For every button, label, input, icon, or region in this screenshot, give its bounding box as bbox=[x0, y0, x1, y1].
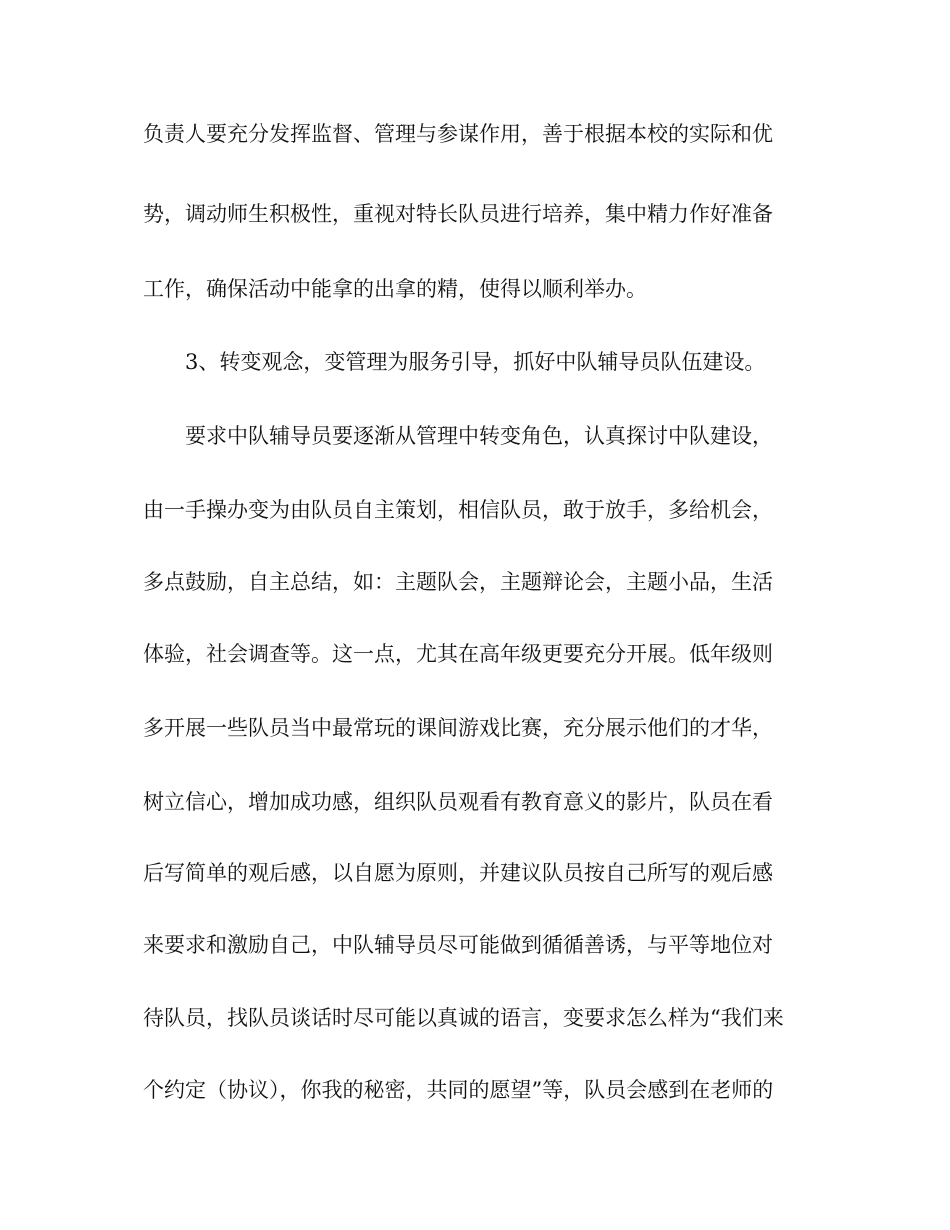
section-heading: 3、转变观念，变管理为服务引导，抓好中队辅导员队伍建设。 bbox=[185, 350, 766, 374]
paragraph-line: 来要求和激励自己，中队辅导员尽可能做到循循善诱，与平等地位对 bbox=[143, 933, 773, 957]
paragraph-line: 树立信心，增加成功感，组织队员观看有教育意义的影片，队员在看 bbox=[143, 790, 773, 814]
paragraph-line: 后写简单的观后感，以自愿为原则，并建议队员按自己所写的观后感 bbox=[143, 861, 773, 885]
paragraph-line: 工作，确保活动中能拿的出拿的精，使得以顺利举办。 bbox=[143, 277, 647, 301]
paragraph-line: 由一手操办变为由队员自主策划，相信队员，敢于放手，多给机会， bbox=[143, 498, 773, 522]
paragraph-line: 待队员，找队员谈话时尽可能以真诚的语言，变要求怎么样为“我们来 bbox=[143, 1006, 784, 1030]
paragraph-line: 个约定（协议），你我的秘密，共同的愿望”等，队员会感到在老师的 bbox=[143, 1078, 774, 1102]
paragraph-line: 多开展一些队员当中最常玩的课间游戏比赛，充分展示他们的才华， bbox=[143, 716, 773, 740]
paragraph-line: 要求中队辅导员要逐渐从管理中转变角色，认真探讨中队建设， bbox=[185, 424, 773, 448]
paragraph-line: 多点鼓励，自主总结，如：主题队会，主题辩论会，主题小品，生活 bbox=[143, 570, 773, 594]
paragraph-line: 负责人要充分发挥监督、管理与参谋作用，善于根据本校的实际和优 bbox=[143, 122, 773, 146]
paragraph-line: 势，调动师生积极性，重视对特长队员进行培养，集中精力作好准备 bbox=[143, 202, 773, 226]
paragraph-line: 体验，社会调查等。这一点，尤其在高年级更要充分开展。低年级则 bbox=[143, 642, 773, 666]
